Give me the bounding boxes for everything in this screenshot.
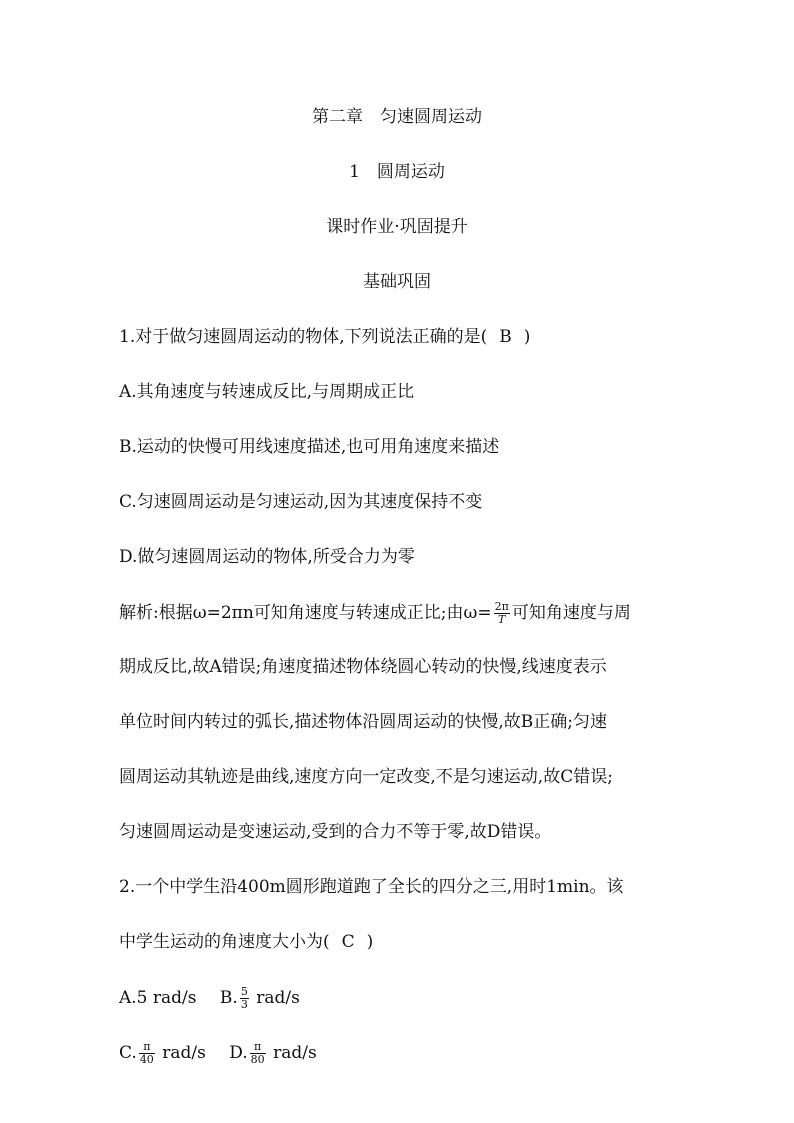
homework-subtitle: 课时作业·巩固提升 xyxy=(326,217,468,237)
analysis-line-3: 单位时间内转过的弧长,描述物体沿圆周运动的快慢,故B正确;匀速 xyxy=(119,712,608,732)
question-2-stem-line-2: 中学生运动的角速度大小为( C ) xyxy=(119,932,374,952)
question-2-stem-line-1: 2.一个中学生沿400m圆形跑道跑了全长的四分之三,用时1min。该 xyxy=(119,877,624,897)
part-heading: 基础巩固 xyxy=(363,272,431,292)
question-2-option-a: A.5 rad/s xyxy=(119,988,197,1008)
question-2-options-ab xyxy=(119,986,300,1011)
question-1-answer: B xyxy=(499,327,512,347)
section-title: 1 圆周运动 xyxy=(349,162,445,182)
chapter-title: 第二章 匀速圆周运动 xyxy=(312,107,482,127)
question-1-option-b: B.运动的快慢可用线速度描述,也可用角速度来描述 xyxy=(119,437,500,457)
analysis-line-4: 圆周运动其轨迹是曲线,速度方向一定改变,不是匀速运动,故C错误; xyxy=(119,767,613,787)
question-1-option-c: C.匀速圆周运动是匀速运动,因为其速度保持不变 xyxy=(119,492,483,512)
question-1-option-d: D.做匀速圆周运动的物体,所受合力为零 xyxy=(119,547,415,567)
analysis-line-2: 期成反比,故A错误;角速度描述物体绕圆心转动的快慢,线速度表示 xyxy=(119,657,607,677)
analysis-line-1: 解析:根据ω=2πn可知角速度与转速成正比;由ω= $\frac{2\pi}{T}$ 可知角速度与周 xyxy=(119,600,631,626)
question-2-options-cd xyxy=(119,1041,317,1066)
question-2-option-d: D. $\frac{\pi}{80}$ rad/s xyxy=(229,1040,317,1066)
analysis-line-5: 匀速圆周运动是变速运动,受到的合力不等于零,故D错误。 xyxy=(119,822,552,842)
question-2-option-c: C. $\frac{\pi}{40}$ rad/s xyxy=(119,1040,206,1066)
question-1-option-a: A.其角速度与转速成反比,与周期成正比 xyxy=(119,382,415,402)
question-2-answer: C xyxy=(341,932,355,952)
question-2-option-b: B. $\frac{5}{3}$ rad/s xyxy=(219,985,300,1011)
question-1-stem: 1.对于做匀速圆周运动的物体,下列说法正确的是( B ) xyxy=(119,327,531,347)
omega-fraction: $\frac{2\pi}{T}$ xyxy=(494,600,509,626)
